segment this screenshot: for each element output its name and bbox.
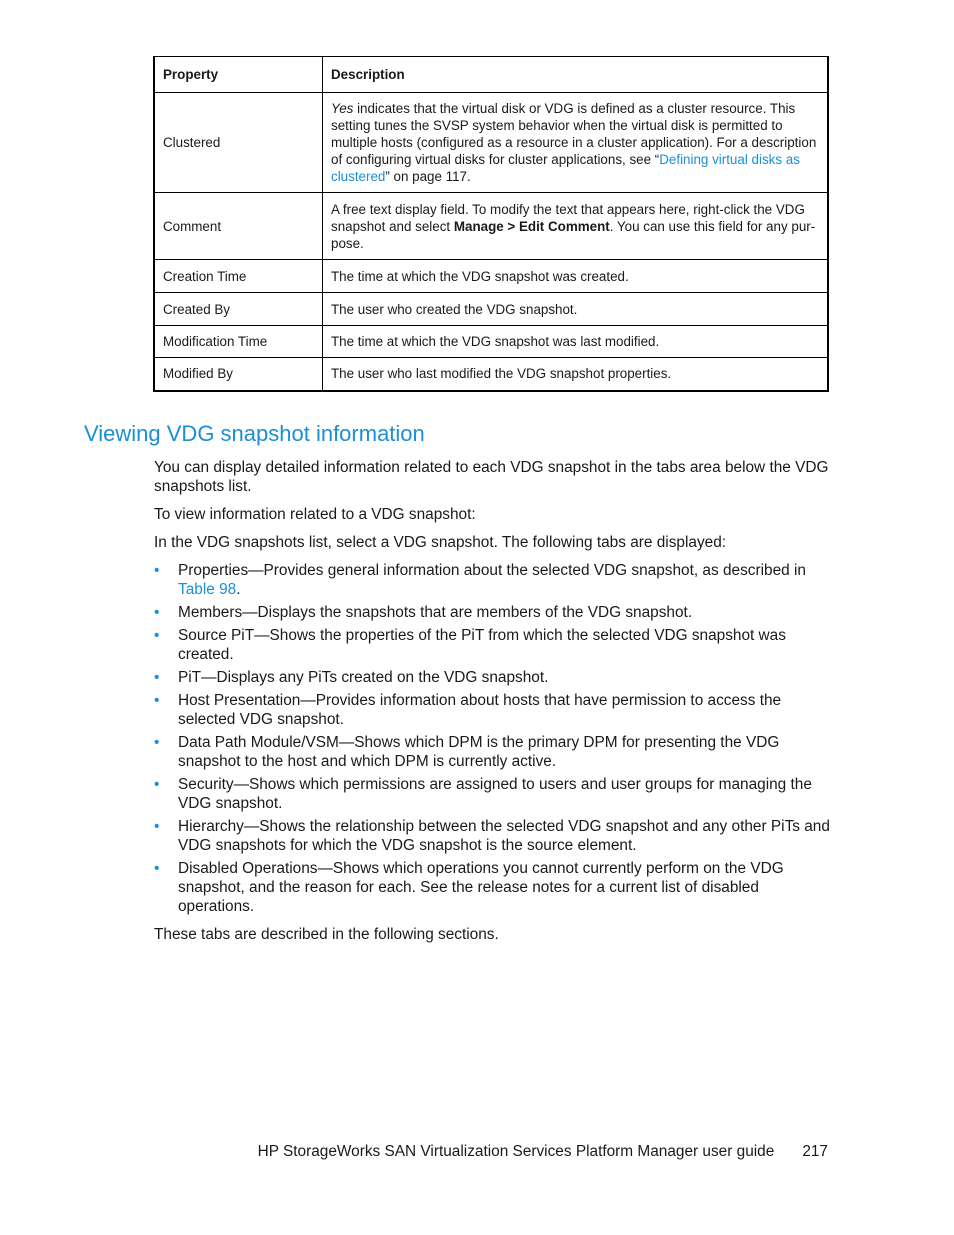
description-text: indicates that the virtual disk or VDG is defined as a cluster resource. This setting tunes the SVSP system behavior when the virtual disk is permitted to multiple hosts (configured as a resource in a cluster application). For a description of configuring virtual disks for cluster applications, see “ xyxy=(331,101,817,167)
list-item xyxy=(154,561,830,599)
italic-yes: Yes xyxy=(331,101,354,116)
property-cell: Modification Time xyxy=(154,326,323,358)
bullet-icon: • xyxy=(154,776,160,793)
property-cell: Creation Time xyxy=(154,260,323,293)
list-item-text: Host Presentation—Provides information about hosts that have permission to access the selected VDG snapshot. xyxy=(178,692,782,728)
list-item-text: PiT—Displays any PiTs created on the VDG snapshot. xyxy=(178,669,549,686)
description-cell: The user who last modified the VDG snapshot properties. xyxy=(323,358,829,391)
list-item-text: Data Path Module/VSM—Shows which DPM is the primary DPM for presenting the VDG snapshot to the host and which DPM is currently active. xyxy=(178,734,780,770)
properties-table xyxy=(153,56,829,392)
step-paragraph: In the VDG snapshots list, select a VDG snapshot. The following tabs are displayed: xyxy=(154,534,727,551)
table-row xyxy=(154,293,828,326)
bullet-icon: • xyxy=(154,604,160,621)
tabs-list xyxy=(154,561,830,916)
description-text: . You can use this field for any pur-pose. xyxy=(331,218,816,251)
list-item xyxy=(154,733,830,771)
description-cell xyxy=(323,93,829,193)
bullet-icon: • xyxy=(154,734,160,751)
list-item xyxy=(154,668,830,687)
list-item-text: Hierarchy—Shows the relationship between the selected VDG snapshot and any other PiTs and VDG snapshots for which the VDG snapshot is the source element. xyxy=(178,818,830,854)
bullet-icon: • xyxy=(154,562,160,579)
section-body xyxy=(154,458,830,953)
list-item-text: Disabled Operations—Shows which operations you cannot currently perform on the VDG snapshot, and the reason for each. See the release notes for a current list of disabled operations. xyxy=(178,860,784,915)
link-defining-virtual-disks[interactable]: Defining virtual disks as clustered xyxy=(331,152,800,184)
description-cell: The time at which the VDG snapshot was created. xyxy=(323,260,829,293)
header-description: Description xyxy=(323,57,829,93)
list-item xyxy=(154,603,830,622)
list-item xyxy=(154,859,830,916)
description-cell: The user who created the VDG snapshot. xyxy=(323,293,829,326)
footer-title: HP StorageWorks SAN Virtualization Services Platform Manager user guide xyxy=(257,1143,775,1160)
step-lead: To view information related to a VDG snapshot: xyxy=(154,506,476,523)
bullet-icon: • xyxy=(154,692,160,709)
list-item xyxy=(154,775,830,813)
table-row xyxy=(154,193,828,260)
list-item-text: . xyxy=(236,581,241,598)
list-item-text: Source PiT—Shows the properties of the PiT from which the selected VDG snapshot was created. xyxy=(178,627,786,663)
table-row xyxy=(154,93,828,193)
bullet-icon: • xyxy=(154,669,160,686)
list-item xyxy=(154,626,830,664)
table-header-row xyxy=(154,57,828,93)
table-row xyxy=(154,326,828,358)
description-cell xyxy=(323,193,829,260)
table-row xyxy=(154,358,828,391)
list-item xyxy=(154,691,830,729)
page-number: 217 xyxy=(802,1143,828,1160)
property-cell: Clustered xyxy=(154,93,323,193)
description-text: A free text display field. To modify the text that appears here, right-click the VDG snapshot and select xyxy=(331,201,805,234)
table-row xyxy=(154,260,828,293)
bullet-icon: • xyxy=(154,860,160,877)
list-item-text: Security—Shows which permissions are assigned to users and user groups for managing the VDG snapshot. xyxy=(178,776,812,812)
list-item-text: Properties—Provides general information about the selected VDG snapshot, as described in xyxy=(178,562,806,579)
property-cell: Modified By xyxy=(154,358,323,391)
closing-paragraph: These tabs are described in the following sections. xyxy=(154,926,499,943)
description-cell: The time at which the VDG snapshot was last modified. xyxy=(323,326,829,358)
header-property: Property xyxy=(154,57,323,93)
property-cell: Created By xyxy=(154,293,323,326)
description-text: ” on page 117. xyxy=(385,169,471,184)
list-item-text: Members—Displays the snapshots that are members of the VDG snapshot. xyxy=(178,604,693,621)
page-footer xyxy=(0,1143,828,1161)
intro-paragraph: You can display detailed information related to each VDG snapshot in the tabs area below the VDG snapshots list. xyxy=(154,459,829,495)
bullet-icon: • xyxy=(154,818,160,835)
bullet-icon: • xyxy=(154,627,160,644)
list-item xyxy=(154,817,830,855)
property-cell: Comment xyxy=(154,193,323,260)
link-table-98[interactable]: Table 98 xyxy=(178,581,237,598)
section-heading: Viewing VDG snapshot information xyxy=(84,421,425,446)
menu-path: Manage > Edit Comment xyxy=(453,218,610,234)
